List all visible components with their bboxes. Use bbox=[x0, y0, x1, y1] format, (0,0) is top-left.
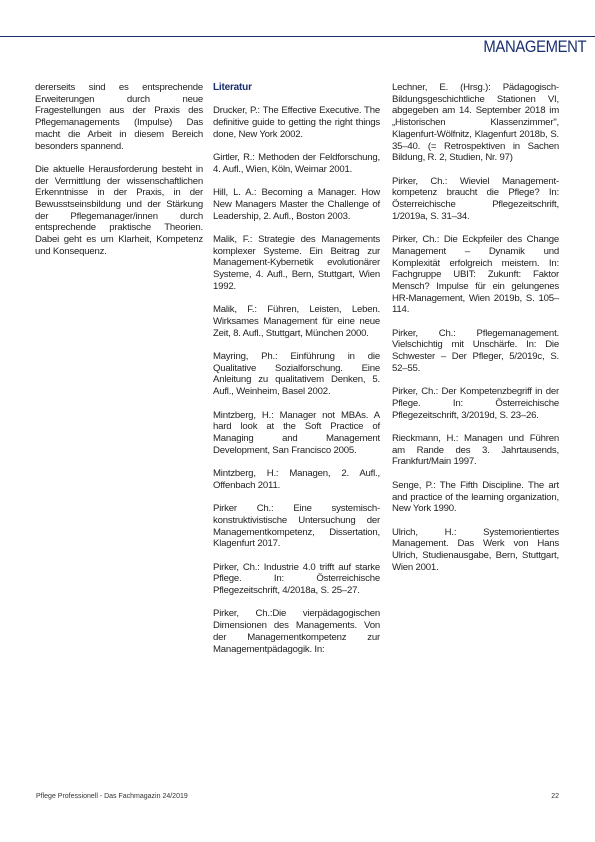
column-body-text bbox=[35, 82, 203, 258]
column-references-2 bbox=[392, 82, 559, 573]
body-paragraph: dererseits sind es entsprechende Erweiterungen durch neue Fragestellungen aus der Praxis des Pflegemanagements (Impulse) Das macht die Arbeit in diesem Bereich besonders spannend. bbox=[35, 82, 203, 152]
reference-item: Malik, F.: Führen, Leisten, Leben. Wirksames Management für eine neue Zeit, 8. Aufl., Stuttgart, München 2000. bbox=[213, 304, 380, 339]
body-paragraph: Die aktuelle Herausforderung besteht in der Vermittlung der wissenschaftlichen Erkenntnisse in der Praxis, in der Bewusstseinsbildung und der Stärkung der Pflegemanager/innen durch entsprechende praktische Theorien. Dabei geht es um Klarheit, Kompetenz und Konsequenz. bbox=[35, 163, 203, 257]
reference-item: Pirker, Ch.:Die vierpädagogischen Dimensionen des Managements. Von der Managementkompetenz zur Managementpädagogik. In: bbox=[213, 608, 380, 655]
reference-item: Mayring, Ph.: Einführung in die Qualitative Sozialforschung. Eine Anleitung zu qualitativem Denken, 5. Aufl., Weinheim, Basel 2002. bbox=[213, 351, 380, 398]
reference-item: Ulrich, H.: Systemorientiertes Management. Das Werk von Hans Ulrich, Studienausgabe, Bern, Stuttgart, Wien 2001. bbox=[392, 526, 559, 573]
reference-item: Pirker, Ch.: Die Eckpfeiler des Change Management – Dynamik und Komplexität erfolgreich meistern. In: Fachgruppe UBIT: Zukunft: Faktor Mensch? Impulse für ein gelungenes HR-Management, Wien 2019b, S. 105–114. bbox=[392, 234, 559, 316]
reference-item: Rieckmann, H.: Managen und Führen am Rande des 3. Jahrtausends, Frankfurt/Main 1997. bbox=[392, 433, 559, 468]
footer-page-number: 22 bbox=[551, 793, 559, 800]
page-section-title: MANAGEMENT bbox=[483, 38, 586, 56]
references-heading: Literatur bbox=[213, 82, 252, 93]
reference-item: Pirker, Ch.: Der Kompetenzbegriff in der Pflege. In: Österreichische Pflegezeitschrift, 3/2019d, S. 23–26. bbox=[392, 386, 559, 421]
reference-item: Mintzberg, H.: Manager not MBAs. A hard look at the Soft Practice of Managing and Management Development, San Francisco 2005. bbox=[213, 409, 380, 456]
reference-item: Hill, L. A.: Becoming a Manager. How New Managers Master the Challenge of Leadership, 2. Aufl., Boston 2003. bbox=[213, 187, 380, 222]
reference-item: Pirker Ch.: Eine systemisch-konstruktivistische Untersuchung der Managementkompetenz, Dissertation, Klagenfurt 2017. bbox=[213, 503, 380, 550]
reference-item: Drucker, P.: The Effective Executive. The definitive guide to getting the right things done, New York 2002. bbox=[213, 105, 380, 140]
reference-item: Mintzberg, H.: Managen, 2. Aufl., Offenbach 2011. bbox=[213, 468, 380, 491]
reference-item: Pirker, Ch.: Industrie 4.0 trifft auf starke Pflege. In: Österreichische Pflegezeitschrift, 4/2018a, S. 25–27. bbox=[213, 561, 380, 597]
reference-item: Girtler, R.: Methoden der Feldforschung, 4. Aufl., Wien, Köln, Weimar 2001. bbox=[213, 152, 380, 175]
header-rule bbox=[0, 36, 595, 37]
column-references-1 bbox=[213, 82, 380, 655]
reference-item: Lechner, E. (Hrsg.): Pädagogisch-Bildungsgeschichtliche Stationen VI, abgegeben am 14. September 2018 im „Historischen Klassenzimmer", Klagenfurt-Wölfnitz, Klagenfurt 2018b, S. 35–40. (= Retrospektiven in Sachen Bildung, R. 2, Studien, Nr. 97) bbox=[392, 82, 559, 164]
reference-item: Malik, F.: Strategie des Managements komplexer Systeme. Ein Beitrag zur Management-Kybernetik evolutionärer Systeme, 4. Aufl., Bern, Stuttgart, Wien 1992. bbox=[213, 234, 380, 292]
reference-item: Pirker, Ch.: Pflegemanagement. Vielschichtig mit Unschärfe. In: Die Schwester – Der Pfleger, 5/2019c, S. 52–55. bbox=[392, 327, 559, 374]
reference-item: Senge, P.: The Fifth Discipline. The art and practice of the learning organization, New York 1990. bbox=[392, 479, 559, 515]
footer-publication: Pflege Professionell - Das Fachmagazin 24/2019 bbox=[36, 793, 188, 800]
reference-item: Pirker, Ch.: Wieviel Management-kompetenz braucht die Pflege? In: Österreichische Pflegezeitschrift, 1/2019a, S. 31–34. bbox=[392, 175, 559, 222]
